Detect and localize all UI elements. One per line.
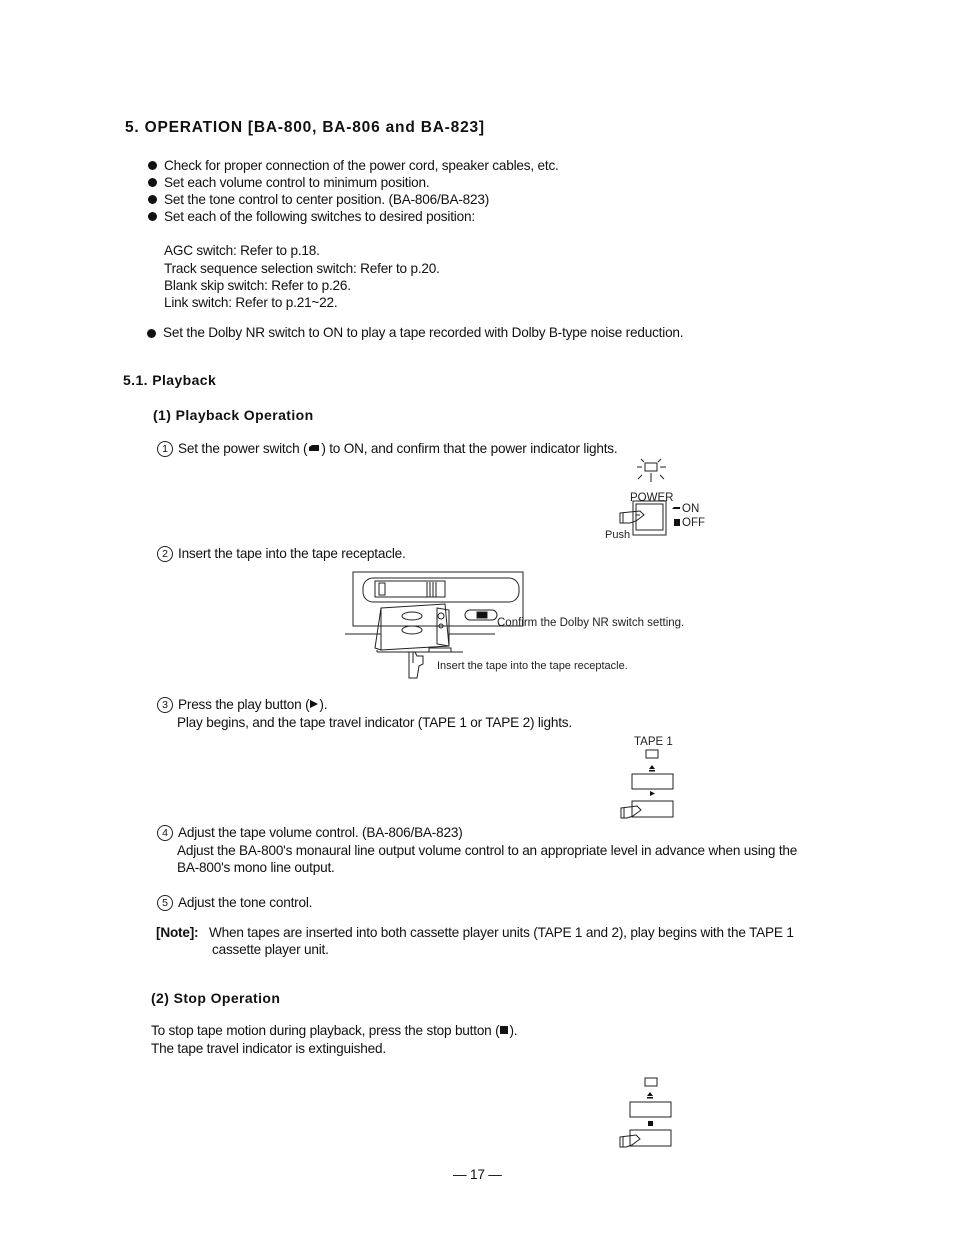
- subsection-heading-playback-operation: (1) Playback Operation: [153, 407, 314, 423]
- note-text: cassette player unit.: [212, 942, 329, 957]
- step-3-text-pre: Press the play button (: [178, 697, 310, 712]
- eject-icon: [649, 765, 655, 769]
- step-3-detail: Play begins, and the tape travel indicator (TAPE 1 or TAPE 2) lights.: [177, 715, 572, 730]
- step-2: [157, 546, 406, 562]
- off-label: OFF: [682, 517, 705, 529]
- play-icon: [309, 699, 319, 709]
- note-label: [Note]:: [156, 925, 199, 940]
- step-number: 4: [157, 825, 173, 841]
- bullet-dot: [148, 212, 157, 221]
- eject-button: [632, 774, 673, 789]
- step-4-detail: Adjust the BA-800's monaural line output volume control to an appropriate level in advance when using the: [177, 843, 798, 858]
- step-4: [157, 825, 463, 841]
- power-switch-on-icon: [307, 443, 321, 453]
- stop-text-post: ).: [509, 1023, 518, 1038]
- power-label: POWER: [630, 492, 674, 504]
- power-indicator-lamp: [645, 463, 657, 471]
- dolby-callout: Confirm the Dolby NR switch setting.: [497, 617, 685, 629]
- stop-text-pre: To stop tape motion during playback, press the stop button (: [151, 1023, 500, 1038]
- bullet-dot: [148, 178, 157, 187]
- step-5: [157, 895, 312, 911]
- bullet-dot: [147, 329, 156, 338]
- on-label: ON: [682, 503, 700, 515]
- stop-detail: The tape travel indicator is extinguished.: [151, 1041, 386, 1056]
- tape1-button-figure: [615, 732, 685, 822]
- section-heading-playback: 5.1. Playback: [123, 372, 217, 388]
- step-number: 2: [157, 546, 173, 562]
- eject-button: [630, 1102, 671, 1117]
- play-icon: [650, 791, 655, 796]
- insert-callout: Insert the tape into the tape receptacle.: [437, 660, 628, 672]
- tape-receptacle-figure: [345, 568, 695, 683]
- stop-icon: [648, 1121, 653, 1126]
- tape1-label: TAPE 1: [634, 736, 673, 748]
- bullet-text: Set the tone control to center position. (BA-806/BA-823): [164, 192, 490, 207]
- bullet-text: Check for proper connection of the power cord, speaker cables, etc.: [164, 158, 559, 173]
- switch-ref: Link switch: Refer to p.21~22.: [164, 295, 338, 310]
- step-2-text: Insert the tape into the tape receptacle.: [178, 546, 406, 561]
- step-3-text-post: ).: [319, 697, 328, 712]
- bullet-text: Set each of the following switches to desired position:: [164, 209, 475, 224]
- tape-window-stripes: [427, 582, 436, 597]
- page-heading: 5. OPERATION [BA-800, BA-806 and BA-823]: [125, 119, 485, 136]
- stop-text: [151, 1023, 517, 1038]
- stop-button: [630, 1130, 671, 1146]
- off-symbol-icon: [674, 519, 680, 526]
- step-4-text: Adjust the tape volume control. (BA-806/BA-823): [178, 825, 463, 840]
- stop-button-figure: [615, 1072, 685, 1152]
- step-number: 5: [157, 895, 173, 911]
- step-1: [157, 441, 617, 457]
- switch-ref: Track sequence selection switch: Refer to p.20.: [164, 261, 440, 276]
- stop-icon: [499, 1025, 509, 1035]
- step-1-text-pre: Set the power switch (: [178, 441, 308, 456]
- step-1-text-post: ) to ON, and confirm that the power indicator lights.: [321, 441, 618, 456]
- tape-indicator: [645, 1078, 657, 1086]
- bullet-dot: [148, 195, 157, 204]
- dolby-bullet-text: Set the Dolby NR switch to ON to play a tape recorded with Dolby B-type noise reduction.: [163, 325, 684, 340]
- step-3: [157, 697, 327, 713]
- step-number: 1: [157, 441, 173, 457]
- bullet-text: Set each volume control to minimum position.: [164, 175, 430, 190]
- push-label: Push: [605, 529, 631, 541]
- switch-ref: AGC switch: Refer to p.18.: [164, 243, 320, 258]
- step-5-text: Adjust the tone control.: [178, 895, 313, 910]
- step-number: 3: [157, 697, 173, 713]
- subsection-heading-stop-operation: (2) Stop Operation: [151, 990, 281, 1006]
- step-4-detail: BA-800's mono line output.: [177, 860, 335, 875]
- power-switch-figure: [600, 455, 720, 545]
- page-number: — 17 —: [453, 1167, 502, 1182]
- on-symbol-icon: [672, 507, 680, 509]
- eject-icon: [647, 1092, 653, 1096]
- note-text: When tapes are inserted into both cassette player units (TAPE 1 and 2), play begins with the TAPE 1: [209, 925, 794, 940]
- switch-ref: Blank skip switch: Refer to p.26.: [164, 278, 351, 293]
- bullet-dot: [148, 161, 157, 170]
- play-button: [632, 801, 673, 817]
- tape1-indicator: [646, 750, 658, 758]
